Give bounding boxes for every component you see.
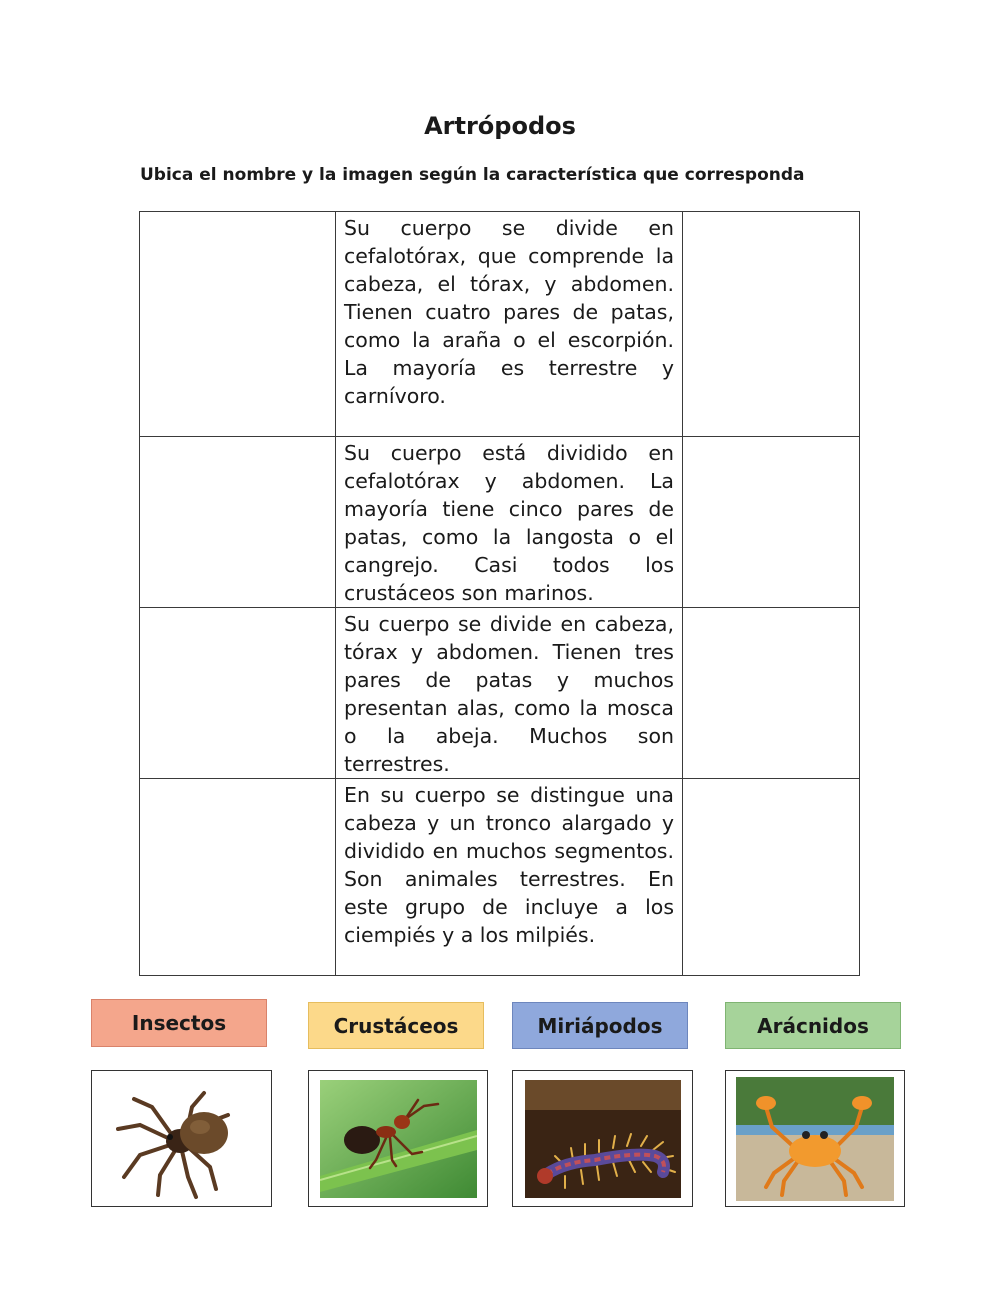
name-drop-zone[interactable] — [140, 437, 336, 608]
table-row — [140, 437, 860, 608]
image-drop-zone[interactable] — [683, 437, 860, 608]
name-drop-zone[interactable] — [140, 608, 336, 779]
centipede-photo-icon — [525, 1080, 681, 1198]
description-cell: Su cuerpo se divide en cabeza, tórax y abdomen. Tienen tres pares de patas y muchos presentan alas, como la mosca o la abeja. Muchos son terrestres. — [336, 608, 683, 779]
label-text: Crustáceos — [333, 1013, 459, 1038]
name-drop-zone[interactable] — [140, 212, 336, 437]
matching-table — [139, 211, 860, 976]
label-text: Insectos — [131, 1011, 227, 1035]
table-row — [140, 779, 860, 976]
table-row — [140, 212, 860, 437]
label-aracnidos[interactable] — [725, 1002, 901, 1049]
label-insectos[interactable] — [91, 999, 267, 1047]
name-drop-zone[interactable] — [140, 779, 336, 976]
description-cell: En su cuerpo se distingue una cabeza y un tronco alargado y dividido en muchos segmentos. Son animales terrestres. En este grupo de incluye a los ciempiés y a los milpiés. — [336, 779, 683, 976]
image-card-centipede[interactable] — [512, 1070, 693, 1207]
label-crustaceos[interactable] — [308, 1002, 484, 1049]
label-text: Miriápodos — [537, 1013, 663, 1038]
image-card-ant[interactable] — [308, 1070, 488, 1207]
image-drop-zone[interactable] — [683, 779, 860, 976]
description-cell: Su cuerpo está dividido en cefalotórax y abdomen. La mayoría tiene cinco pares de patas, como la langosta o el cangrejo. Casi todos los crustáceos son marinos. — [336, 437, 683, 608]
ant-photo-icon — [320, 1080, 477, 1198]
instruction-text: Ubica el nombre y la imagen según la característica que corresponda — [140, 165, 805, 185]
crab-photo-icon — [736, 1077, 894, 1201]
table-row — [140, 608, 860, 779]
page-title: Artrópodos — [424, 112, 576, 140]
spider-photo-icon — [100, 1077, 264, 1201]
label-miriapodos[interactable] — [512, 1002, 688, 1049]
image-drop-zone[interactable] — [683, 212, 860, 437]
image-card-spider[interactable] — [91, 1070, 272, 1207]
label-text: Arácnidos — [757, 1013, 869, 1038]
description-cell: Su cuerpo se divide en cefalotórax, que comprende la cabeza, el tórax, y abdomen. Tienen cuatro pares de patas, como la araña o el escorpión. La mayoría es terrestre y carnívoro. — [336, 212, 683, 437]
image-drop-zone[interactable] — [683, 608, 860, 779]
image-card-crab[interactable] — [725, 1070, 905, 1207]
